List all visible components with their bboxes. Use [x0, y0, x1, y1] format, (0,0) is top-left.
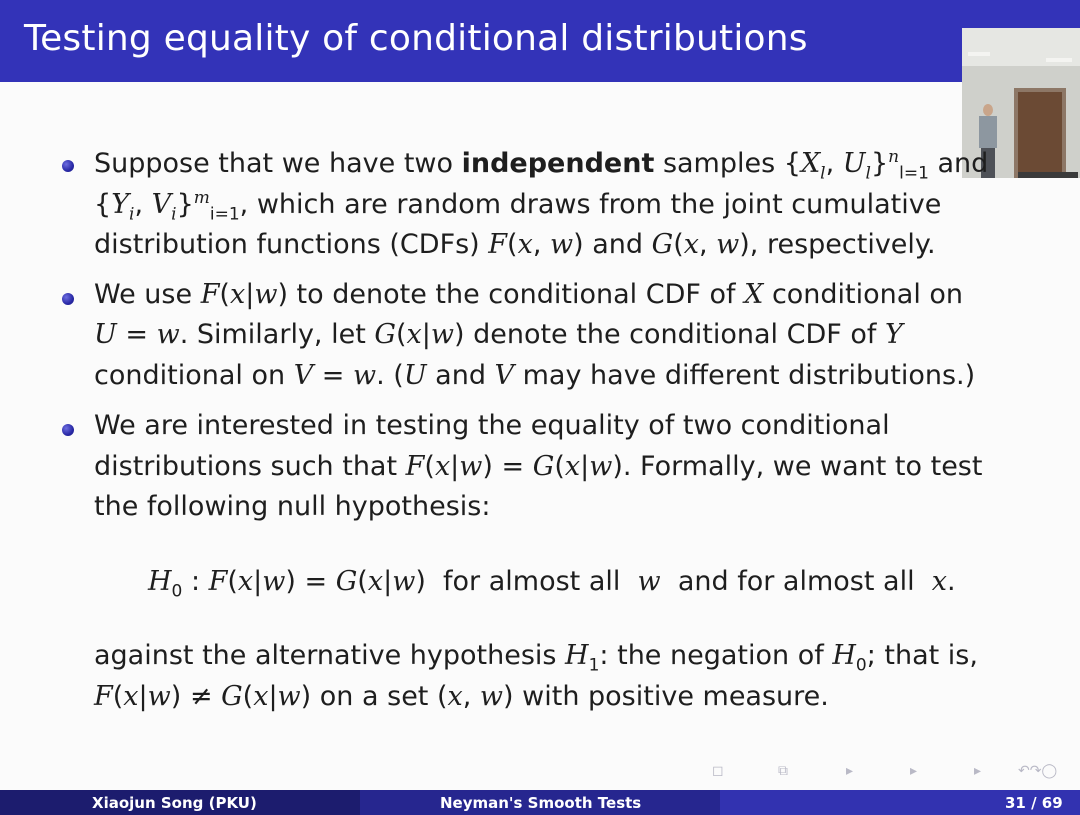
bullet-1-line-3: distribution functions (CDFs) F(x, w) and G(x, w), respectively.	[94, 229, 936, 260]
slide-back-icon[interactable]: ▸	[910, 763, 918, 779]
footer-page-number: 31 / 69	[1005, 794, 1063, 812]
bullet-3-line-3: the following null hypothesis:	[94, 491, 491, 522]
search-icon[interactable]: ↶↷◯	[1018, 763, 1058, 779]
footer-talk-title: Neyman's Smooth Tests	[440, 794, 642, 812]
bullet-marker	[62, 424, 74, 436]
bullet-3-line-2: distributions such that F(x|w) = G(x|w). Formally, we want to test	[94, 451, 983, 482]
bullet-2-line-1: We use F(x|w) to denote the conditional CDF of X conditional on	[94, 279, 964, 310]
slide-title: Testing equality of conditional distributions	[24, 18, 808, 59]
bullet-2-line-3: conditional on V = w. (U and V may have different distributions.)	[94, 360, 976, 391]
navigation-symbols	[712, 763, 1080, 783]
bullet-2-line-2: U = w. Similarly, let G(x|w) denote the conditional CDF of Y	[94, 319, 903, 350]
alternative-line-1: against the alternative hypothesis $H_1$: the negation of $H_0$; that is,	[94, 640, 978, 676]
footer-author: Xiaojun Song (PKU)	[92, 794, 257, 812]
section-icon[interactable]: ⧉	[778, 763, 788, 779]
null-hypothesis-formula: $H_0$ : F(x|w) = G(x|w) for almost all w and for almost all x.	[148, 566, 956, 602]
bullet-3-line-1: We are interested in testing the equality of two conditional	[94, 410, 890, 441]
footer-bar	[0, 790, 1080, 815]
bullet-1-line-2: {$Y_i$, $V_i\}^m_{i=1}$, which are random draws from the joint cumulative	[94, 188, 942, 225]
title-bar	[0, 0, 1080, 82]
bullet-1-line-1: Suppose that we have two independent samples {$X_l$, $U_l\}^n_{l=1}$ and	[94, 147, 989, 184]
slide-forward-icon[interactable]: ▸	[974, 763, 982, 779]
alternative-line-2: F(x|w) ≠ G(x|w) on a set (x, w) with positive measure.	[94, 681, 829, 712]
bullet-marker	[62, 293, 74, 305]
bullet-marker	[62, 160, 74, 172]
subsection-icon[interactable]: ▸	[846, 763, 854, 779]
frame-icon[interactable]: ◻	[712, 763, 724, 779]
